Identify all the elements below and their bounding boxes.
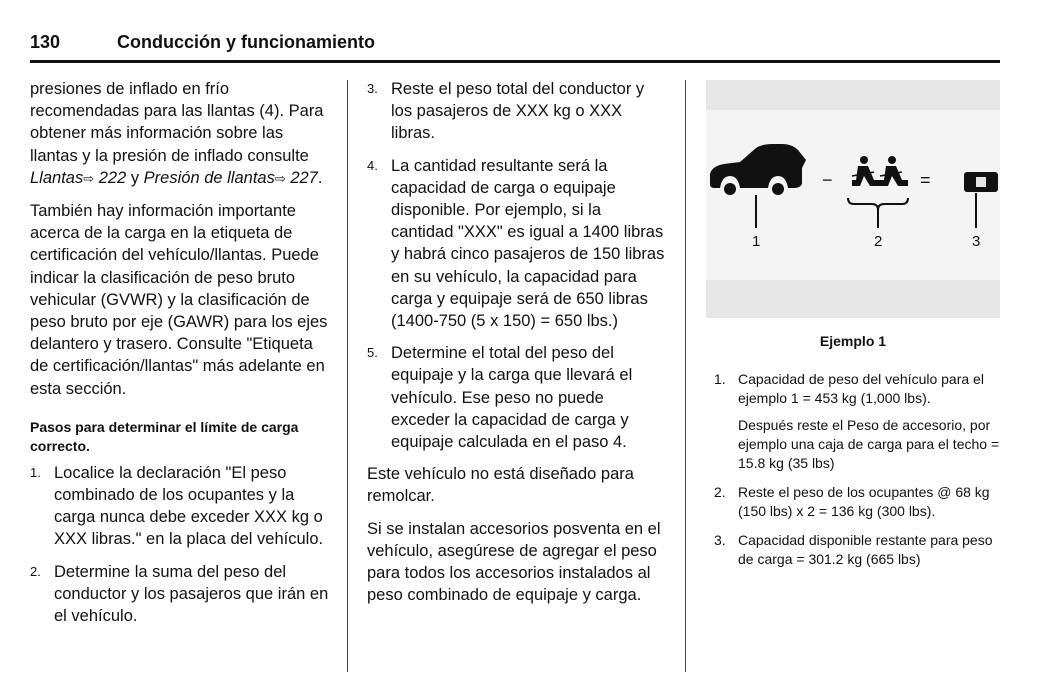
list-item: 2. Reste el peso de los ocupantes @ 68 kg (150 lbs) x 2 = 136 kg (300 lbs). — [714, 484, 990, 520]
link-presion-de-llantas[interactable]: Presión de llantas — [143, 168, 275, 187]
figure-label-2: 2 — [874, 233, 883, 250]
towing-note: Este vehículo no está diseñado para remolcar. — [367, 465, 634, 506]
minus-sign: − — [822, 170, 833, 190]
example-list — [706, 370, 1000, 569]
column-3 — [706, 78, 1000, 579]
list-item: 3. Capacidad disponible restante para peso de carga = 301.2 kg (665 lbs) — [714, 532, 993, 568]
column-2 — [367, 78, 667, 616]
link-llantas[interactable]: Llantas — [30, 168, 84, 187]
column-1 — [30, 78, 330, 637]
page-header — [30, 30, 1000, 60]
load-capacity-figure — [706, 80, 1000, 318]
page-number: 130 — [30, 32, 61, 52]
steps-subheading: Pasos para determinar el límite de carga correcto. — [30, 418, 299, 454]
list-item: 5. Determine el total del peso del equipaje y la carga que llevará el vehículo. Ese peso no puede exceder la capacidad de carga y equipaje calculada en el paso 4. — [367, 344, 633, 452]
figure-label-1: 1 — [752, 233, 761, 250]
column-divider-2 — [685, 80, 686, 672]
list-item: 4. La cantidad resultante será la capacidad de carga o equipaje disponible. Por ejemplo, si la cantidad "XXX" es igual a 1400 libras y habrá cinco pasajeros de 150 libras en su vehículo, la capacidad para carga y equipaje será de 650 libras (1400-750 (5 x 150) = 650 lbs.) — [367, 156, 665, 331]
list-item: 3. Reste el peso total del conductor y los pasajeros de XXX kg o XXX libras. — [367, 80, 645, 143]
list-item-sub: Después reste el Peso de accesorio, por ejemplo una caja de carga para el techo = 15.8 kg (35 lbs) — [738, 417, 1000, 472]
list-item: 2. Determine la suma del peso del conductor y los pasajeros que irán en el vehículo. — [30, 562, 329, 626]
page-ref-arrow-icon: ⇨ — [83, 170, 95, 186]
accessories-note: Si se instalan accesorios posventa en el vehículo, asegúrese de agregar el peso para todos los accesorios instalados al peso combinado de equipaje y carga. — [367, 519, 661, 605]
figure-label-3: 3 — [972, 233, 981, 250]
section-title: Conducción y funcionamiento — [117, 32, 376, 52]
page-ref-arrow-icon: ⇨ — [274, 170, 286, 186]
info-paragraph: También hay información importante acerca de la carga en la etiqueta de certificación del vehículo/llantas. Puede indicar la clasificación de peso bruto vehicular (GVWR) y la clasificación de peso bruto por eje (GAWR) para los ejes delantero y trasero. Consulte "Etiqueta de certificación/llantas" más adelante en esta sección. — [30, 202, 328, 398]
equals-sign: = — [920, 170, 931, 190]
steps-list — [30, 462, 330, 627]
figure-caption: Ejemplo 1 — [819, 333, 887, 349]
list-item: 1. Localice la declaración "El peso combinado de los ocupantes y la carga nunca debe exceder XXX kg o XXX libras." en la placa del vehículo. — [30, 463, 324, 549]
intro-paragraph: presiones de inflado en frío recomendadas para las llantas (4). Para obtener más información sobre las llantas y la presión de inflado consulte Llantas⇨ 222 y Presión de llantas⇨ 227. — [30, 80, 324, 187]
steps-list-continued — [367, 78, 667, 453]
column-divider-1 — [347, 80, 348, 672]
list-item: 1. Capacidad de peso del vehículo para el ejemplo 1 = 453 kg (1,000 lbs). Después reste el Peso de accesorio, por ejemplo una caja de carga para el techo = 15.8 kg (35 lbs) — [714, 371, 1000, 472]
header-divider — [30, 60, 1000, 63]
